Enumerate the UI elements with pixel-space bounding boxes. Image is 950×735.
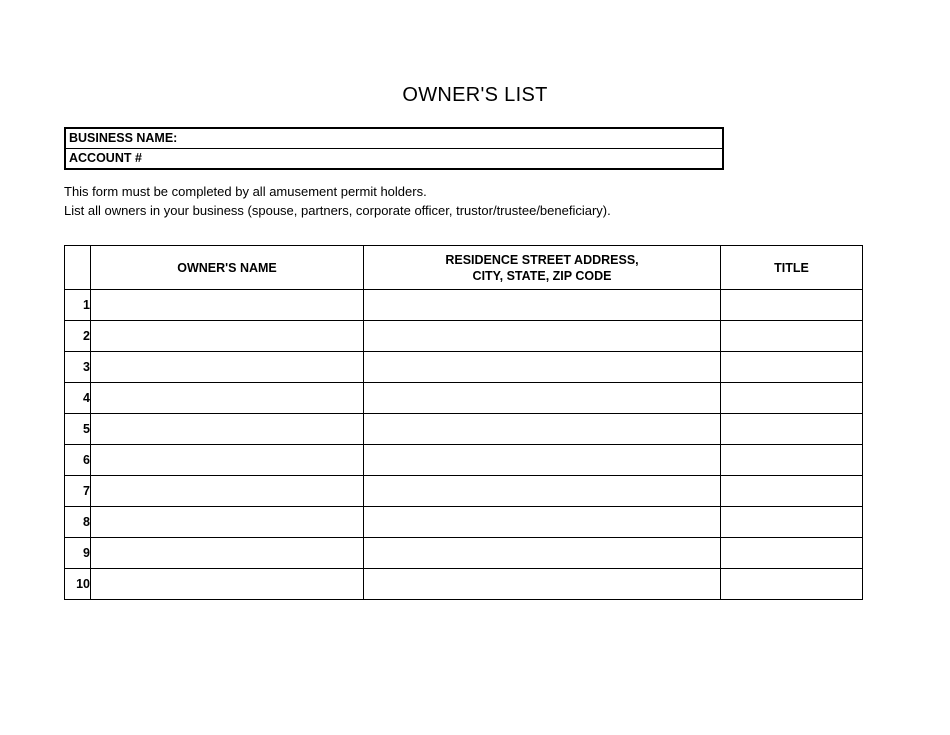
owner-address-field[interactable] bbox=[364, 476, 721, 507]
account-number-row bbox=[66, 149, 723, 169]
owners-table-container bbox=[64, 245, 862, 600]
owner-name-field[interactable] bbox=[91, 538, 364, 569]
owner-name-field[interactable] bbox=[91, 445, 364, 476]
owner-address-field[interactable] bbox=[364, 414, 721, 445]
owner-name-field[interactable] bbox=[91, 569, 364, 600]
owner-title-field[interactable] bbox=[721, 538, 863, 569]
page-title: OWNER'S LIST bbox=[402, 84, 548, 106]
row-number: 10 bbox=[65, 569, 91, 600]
owner-title-field[interactable] bbox=[721, 569, 863, 600]
owner-address-field[interactable] bbox=[364, 383, 721, 414]
row-number: 8 bbox=[65, 507, 91, 538]
row-number: 3 bbox=[65, 352, 91, 383]
table-row bbox=[65, 445, 863, 476]
owner-title-field[interactable] bbox=[721, 352, 863, 383]
business-name-row bbox=[66, 129, 723, 149]
owner-name-field[interactable] bbox=[91, 383, 364, 414]
row-number: 7 bbox=[65, 476, 91, 507]
owners-table bbox=[64, 245, 863, 600]
owner-title-field[interactable] bbox=[721, 476, 863, 507]
column-header-title: TITLE bbox=[721, 246, 863, 290]
owner-address-field[interactable] bbox=[364, 352, 721, 383]
owner-title-field[interactable] bbox=[721, 507, 863, 538]
row-number: 4 bbox=[65, 383, 91, 414]
row-number: 9 bbox=[65, 538, 91, 569]
owner-title-field[interactable] bbox=[721, 290, 863, 321]
owner-address-field[interactable] bbox=[364, 321, 721, 352]
row-number: 6 bbox=[65, 445, 91, 476]
table-row bbox=[65, 507, 863, 538]
owner-name-field[interactable] bbox=[91, 352, 364, 383]
column-header-residence-address bbox=[364, 246, 721, 290]
column-header-owners-name: OWNER'S NAME bbox=[91, 246, 364, 290]
owner-name-field[interactable] bbox=[91, 507, 364, 538]
table-row bbox=[65, 383, 863, 414]
owner-title-field[interactable] bbox=[721, 445, 863, 476]
table-row bbox=[65, 352, 863, 383]
owner-title-field[interactable] bbox=[721, 414, 863, 445]
owner-name-field[interactable] bbox=[91, 290, 364, 321]
owners-table-body bbox=[65, 290, 863, 600]
row-number: 5 bbox=[65, 414, 91, 445]
row-number: 2 bbox=[65, 321, 91, 352]
column-header-number bbox=[65, 246, 91, 290]
owner-address-field[interactable] bbox=[364, 445, 721, 476]
owner-name-field[interactable] bbox=[91, 414, 364, 445]
business-name-label[interactable]: BUSINESS NAME: bbox=[66, 129, 723, 149]
row-number: 1 bbox=[65, 290, 91, 321]
table-row bbox=[65, 569, 863, 600]
owners-table-header-row bbox=[65, 246, 863, 290]
column-header-residence-address-line2: CITY, STATE, ZIP CODE bbox=[472, 268, 612, 283]
account-number-label[interactable]: ACCOUNT # bbox=[66, 149, 723, 169]
instructions bbox=[64, 182, 611, 220]
owner-address-field[interactable] bbox=[364, 569, 721, 600]
table-row bbox=[65, 538, 863, 569]
owner-name-field[interactable] bbox=[91, 321, 364, 352]
owner-name-field[interactable] bbox=[91, 476, 364, 507]
owner-title-field[interactable] bbox=[721, 321, 863, 352]
table-row bbox=[65, 476, 863, 507]
owner-title-field[interactable] bbox=[721, 383, 863, 414]
table-row bbox=[65, 414, 863, 445]
table-row bbox=[65, 321, 863, 352]
business-info-block bbox=[64, 127, 724, 170]
column-header-residence-address-line1: RESIDENCE STREET ADDRESS, bbox=[445, 252, 639, 267]
instructions-line-1: This form must be completed by all amusement permit holders. bbox=[64, 184, 427, 199]
owner-address-field[interactable] bbox=[364, 507, 721, 538]
instructions-line-2: List all owners in your business (spouse, partners, corporate officer, trustor/trustee/beneficiary). bbox=[64, 203, 611, 218]
owner-address-field[interactable] bbox=[364, 538, 721, 569]
table-row bbox=[65, 290, 863, 321]
owner-address-field[interactable] bbox=[364, 290, 721, 321]
